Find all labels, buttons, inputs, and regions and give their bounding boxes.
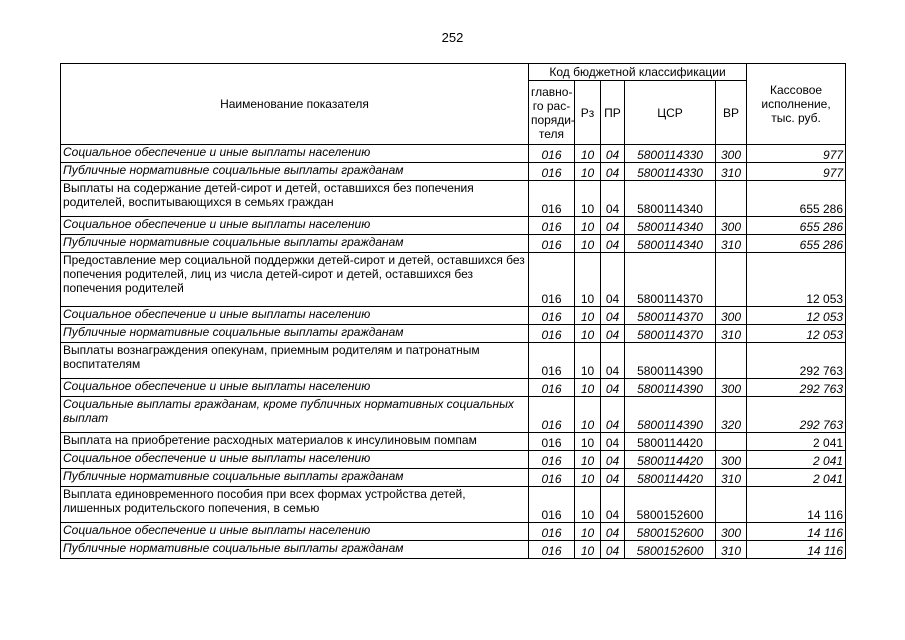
- table-row: [61, 145, 846, 163]
- cell-vr: [716, 253, 747, 307]
- table-row: [61, 343, 846, 379]
- cell-csr: 5800114340: [625, 181, 716, 217]
- table-row: [61, 325, 846, 343]
- cell-amount: 2 041: [747, 433, 846, 451]
- table-body: [61, 145, 846, 559]
- cell-pr: 04: [601, 469, 625, 487]
- cell-amount: 12 053: [747, 253, 846, 307]
- cell-csr: 5800152600: [625, 487, 716, 523]
- cell-vr: 300: [716, 523, 747, 541]
- cell-name: Социальное обеспечение и иные выплаты населению: [61, 523, 529, 541]
- cell-pr: 04: [601, 145, 625, 163]
- cell-rz: 10: [575, 343, 601, 379]
- cell-rz: 10: [575, 235, 601, 253]
- cell-name: Социальное обеспечение и иные выплаты населению: [61, 451, 529, 469]
- cell-rz: 10: [575, 397, 601, 433]
- table-row: [61, 523, 846, 541]
- table-row: [61, 397, 846, 433]
- cell-name: Публичные нормативные социальные выплаты гражданам: [61, 541, 529, 559]
- cell-glavny: 016: [529, 451, 575, 469]
- cell-glavny: 016: [529, 307, 575, 325]
- cell-amount: 655 286: [747, 181, 846, 217]
- cell-vr: 310: [716, 325, 747, 343]
- cell-csr: 5800114330: [625, 145, 716, 163]
- cell-glavny: 016: [529, 217, 575, 235]
- cell-pr: 04: [601, 397, 625, 433]
- header-csr: ЦСР: [625, 81, 716, 145]
- cell-name: Предоставление мер социальной поддержки детей-сирот и детей, оставшихся без попечения родителей, лиц из числа детей-сирот и детей, оставшихся без попечения родителей: [61, 253, 529, 307]
- cell-pr: 04: [601, 325, 625, 343]
- cell-glavny: 016: [529, 163, 575, 181]
- header-pr: ПР: [601, 81, 625, 145]
- header-code-group: Код бюджетной классификации: [529, 64, 747, 81]
- cell-pr: 04: [601, 433, 625, 451]
- cell-vr: 310: [716, 469, 747, 487]
- table-row: [61, 433, 846, 451]
- header-vr: ВР: [716, 81, 747, 145]
- cell-pr: 04: [601, 217, 625, 235]
- table-row: [61, 181, 846, 217]
- cell-amount: 292 763: [747, 397, 846, 433]
- cell-amount: 292 763: [747, 343, 846, 379]
- cell-rz: 10: [575, 217, 601, 235]
- cell-vr: 310: [716, 163, 747, 181]
- cell-name: Социальные выплаты гражданам, кроме публичных нормативных социальных выплат: [61, 397, 529, 433]
- cell-glavny: 016: [529, 325, 575, 343]
- cell-amount: 14 116: [747, 487, 846, 523]
- cell-csr: 5800152600: [625, 523, 716, 541]
- cell-pr: 04: [601, 523, 625, 541]
- cell-amount: 12 053: [747, 325, 846, 343]
- cell-rz: 10: [575, 163, 601, 181]
- cell-vr: [716, 433, 747, 451]
- cell-name: Публичные нормативные социальные выплаты гражданам: [61, 163, 529, 181]
- cell-glavny: 016: [529, 379, 575, 397]
- cell-rz: 10: [575, 541, 601, 559]
- table-row: [61, 235, 846, 253]
- cell-csr: 5800114390: [625, 379, 716, 397]
- cell-vr: 300: [716, 451, 747, 469]
- cell-name: Публичные нормативные социальные выплаты гражданам: [61, 235, 529, 253]
- cell-rz: 10: [575, 307, 601, 325]
- cell-csr: 5800114420: [625, 451, 716, 469]
- cell-amount: 655 286: [747, 235, 846, 253]
- cell-vr: [716, 343, 747, 379]
- header-row: [61, 64, 846, 81]
- cell-amount: 292 763: [747, 379, 846, 397]
- table-row: [61, 163, 846, 181]
- cell-pr: 04: [601, 487, 625, 523]
- cell-pr: 04: [601, 541, 625, 559]
- cell-amount: 2 041: [747, 469, 846, 487]
- cell-amount: 977: [747, 163, 846, 181]
- cell-pr: 04: [601, 181, 625, 217]
- cell-pr: 04: [601, 307, 625, 325]
- cell-amount: 977: [747, 145, 846, 163]
- cell-csr: 5800114420: [625, 469, 716, 487]
- header-rz: Рз: [575, 81, 601, 145]
- cell-pr: 04: [601, 343, 625, 379]
- header-amount: Кассовое исполнение, тыс. руб.: [747, 64, 846, 145]
- cell-vr: 310: [716, 541, 747, 559]
- cell-rz: 10: [575, 523, 601, 541]
- cell-name: Социальное обеспечение и иные выплаты населению: [61, 379, 529, 397]
- cell-glavny: 016: [529, 487, 575, 523]
- cell-vr: [716, 487, 747, 523]
- cell-name: Выплата на приобретение расходных материалов к инсулиновым помпам: [61, 433, 529, 451]
- cell-name: Публичные нормативные социальные выплаты гражданам: [61, 469, 529, 487]
- table-row: [61, 217, 846, 235]
- cell-csr: 5800114390: [625, 343, 716, 379]
- cell-amount: 655 286: [747, 217, 846, 235]
- header-glavny: главно-го рас-поряди-теля: [529, 81, 575, 145]
- cell-csr: 5800114390: [625, 397, 716, 433]
- cell-csr: 5800114370: [625, 253, 716, 307]
- table-row: [61, 469, 846, 487]
- cell-glavny: 016: [529, 523, 575, 541]
- cell-vr: [716, 181, 747, 217]
- cell-rz: 10: [575, 253, 601, 307]
- table-row: [61, 253, 846, 307]
- cell-pr: 04: [601, 163, 625, 181]
- cell-name: Выплата единовременного пособия при всех формах устройства детей, лишенных родительского попечения, в семью: [61, 487, 529, 523]
- cell-glavny: 016: [529, 433, 575, 451]
- cell-glavny: 016: [529, 235, 575, 253]
- cell-glavny: 016: [529, 145, 575, 163]
- table-row: [61, 307, 846, 325]
- cell-amount: 2 041: [747, 451, 846, 469]
- cell-csr: 5800152600: [625, 541, 716, 559]
- cell-pr: 04: [601, 253, 625, 307]
- cell-name: Социальное обеспечение и иные выплаты населению: [61, 307, 529, 325]
- cell-rz: 10: [575, 145, 601, 163]
- header-name: Наименование показателя: [61, 64, 529, 145]
- cell-pr: 04: [601, 235, 625, 253]
- cell-glavny: 016: [529, 397, 575, 433]
- budget-table: [60, 63, 846, 559]
- cell-vr: 300: [716, 145, 747, 163]
- cell-rz: 10: [575, 469, 601, 487]
- cell-name: Социальное обеспечение и иные выплаты населению: [61, 145, 529, 163]
- cell-rz: 10: [575, 451, 601, 469]
- cell-amount: 12 053: [747, 307, 846, 325]
- cell-name: Социальное обеспечение и иные выплаты населению: [61, 217, 529, 235]
- cell-csr: 5800114370: [625, 307, 716, 325]
- cell-glavny: 016: [529, 541, 575, 559]
- cell-rz: 10: [575, 487, 601, 523]
- page-number: 252: [441, 30, 464, 45]
- cell-glavny: 016: [529, 469, 575, 487]
- cell-vr: 300: [716, 217, 747, 235]
- cell-vr: 300: [716, 307, 747, 325]
- cell-name: Выплаты вознаграждения опекунам, приемным родителям и патронатным воспитателям: [61, 343, 529, 379]
- cell-amount: 14 116: [747, 541, 846, 559]
- cell-rz: 10: [575, 325, 601, 343]
- cell-csr: 5800114420: [625, 433, 716, 451]
- cell-pr: 04: [601, 451, 625, 469]
- cell-glavny: 016: [529, 253, 575, 307]
- cell-rz: 10: [575, 379, 601, 397]
- cell-csr: 5800114330: [625, 163, 716, 181]
- cell-csr: 5800114340: [625, 217, 716, 235]
- cell-csr: 5800114340: [625, 235, 716, 253]
- cell-name: Публичные нормативные социальные выплаты гражданам: [61, 325, 529, 343]
- table-row: [61, 451, 846, 469]
- cell-vr: 300: [716, 379, 747, 397]
- cell-vr: 310: [716, 235, 747, 253]
- cell-pr: 04: [601, 379, 625, 397]
- cell-amount: 14 116: [747, 523, 846, 541]
- table-row: [61, 487, 846, 523]
- cell-vr: 320: [716, 397, 747, 433]
- cell-glavny: 016: [529, 181, 575, 217]
- cell-csr: 5800114370: [625, 325, 716, 343]
- cell-glavny: 016: [529, 343, 575, 379]
- cell-name: Выплаты на содержание детей-сирот и детей, оставшихся без попечения родителей, воспитывающихся в семьях граждан: [61, 181, 529, 217]
- table-row: [61, 541, 846, 559]
- table-row: [61, 379, 846, 397]
- cell-rz: 10: [575, 433, 601, 451]
- cell-rz: 10: [575, 181, 601, 217]
